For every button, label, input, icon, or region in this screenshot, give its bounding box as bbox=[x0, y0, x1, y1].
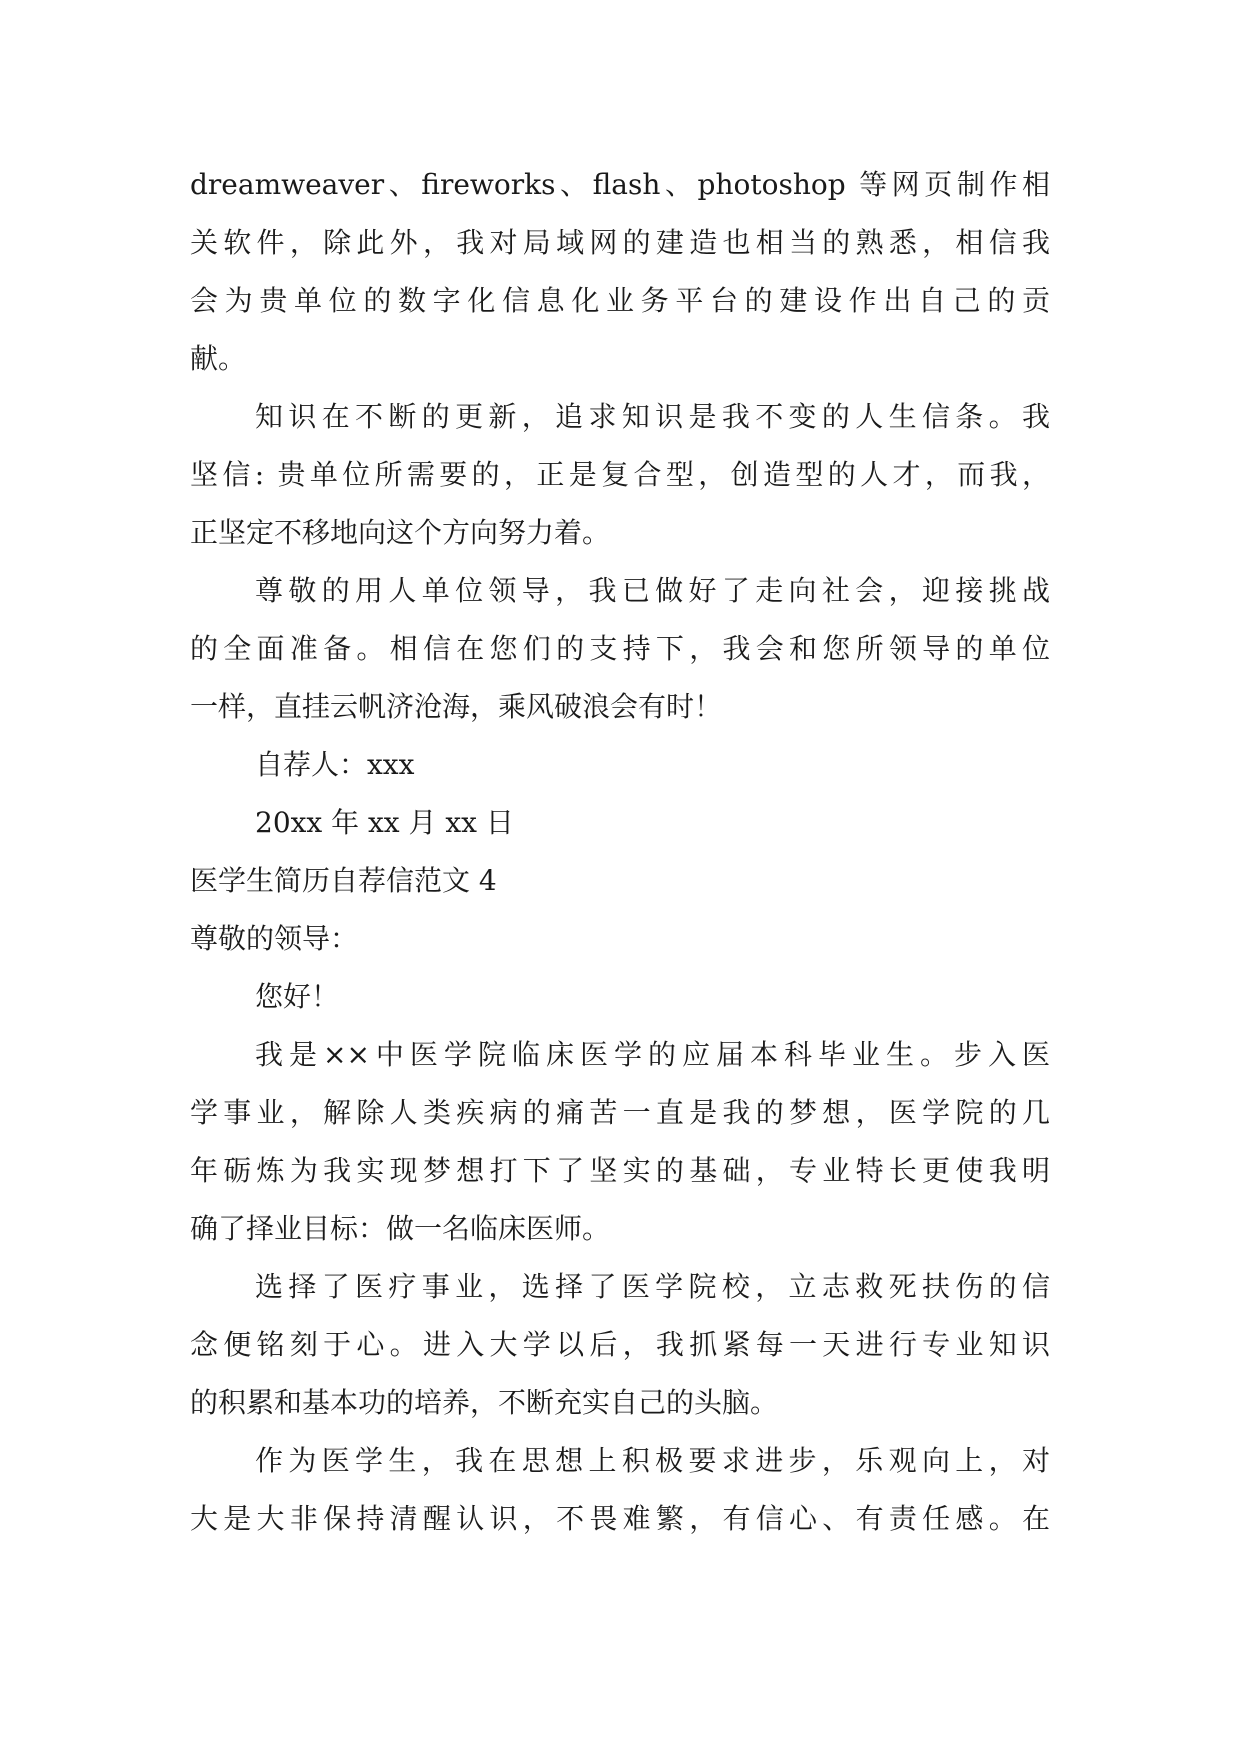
paragraph-line: 献。 bbox=[190, 342, 247, 375]
paragraph-line: 学事业，解除人类疾病的痛苦一直是我的梦想，医学院的几 bbox=[190, 1096, 1050, 1129]
paragraph-line: 作为医学生，我在思想上积极要求进步，乐观向上，对 bbox=[255, 1444, 1050, 1477]
date-line: 20xx 年 xx 月 xx 日 bbox=[255, 806, 514, 839]
paragraph-line: 的全面准备。相信在您们的支持下，我会和您所领导的单位 bbox=[190, 632, 1050, 665]
paragraph-line: 知识在不断的更新，追求知识是我不变的人生信条。我 bbox=[255, 400, 1050, 433]
paragraph-line: 一样，直挂云帆济沧海，乘风破浪会有时！ bbox=[190, 690, 723, 723]
signature-line: 自荐人：xxx bbox=[255, 748, 415, 781]
salutation: 尊敬的领导： bbox=[190, 922, 359, 955]
greeting: 您好！ bbox=[255, 980, 340, 1013]
paragraph-line: 关软件，除此外，我对局域网的建造也相当的熟悉，相信我 bbox=[190, 226, 1050, 259]
paragraph-line: 选择了医疗事业，选择了医学院校，立志救死扶伤的信 bbox=[255, 1270, 1050, 1303]
paragraph-line: dreamweaver、fireworks、flash、photoshop 等网页制作相 bbox=[190, 168, 1050, 201]
paragraph-line: 正坚定不移地向这个方向努力着。 bbox=[190, 516, 611, 549]
paragraph-line: 年砺炼为我实现梦想打下了坚实的基础，专业特长更使我明 bbox=[190, 1154, 1050, 1187]
paragraph-line: 的积累和基本功的培养，不断充实自己的头脑。 bbox=[190, 1386, 779, 1419]
paragraph-line: 念便铭刻于心。进入大学以后，我抓紧每一天进行专业知识 bbox=[190, 1328, 1050, 1361]
paragraph-line: 确了择业目标：做一名临床医师。 bbox=[190, 1212, 611, 1245]
paragraph-line: 我是××中医学院临床医学的应届本科毕业生。步入医 bbox=[255, 1038, 1050, 1071]
paragraph-line: 坚信: 贵单位所需要的，正是复合型，创造型的人才，而我， bbox=[190, 458, 1050, 491]
paragraph-line: 尊敬的用人单位领导，我已做好了走向社会，迎接挑战 bbox=[255, 574, 1050, 607]
section-title: 医学生简历自荐信范文 4 bbox=[190, 864, 497, 897]
paragraph-line: 会为贵单位的数字化信息化业务平台的建设作出自己的贡 bbox=[190, 284, 1050, 317]
paragraph-line: 大是大非保持清醒认识，不畏难繁，有信心、有责任感。在 bbox=[190, 1502, 1050, 1535]
